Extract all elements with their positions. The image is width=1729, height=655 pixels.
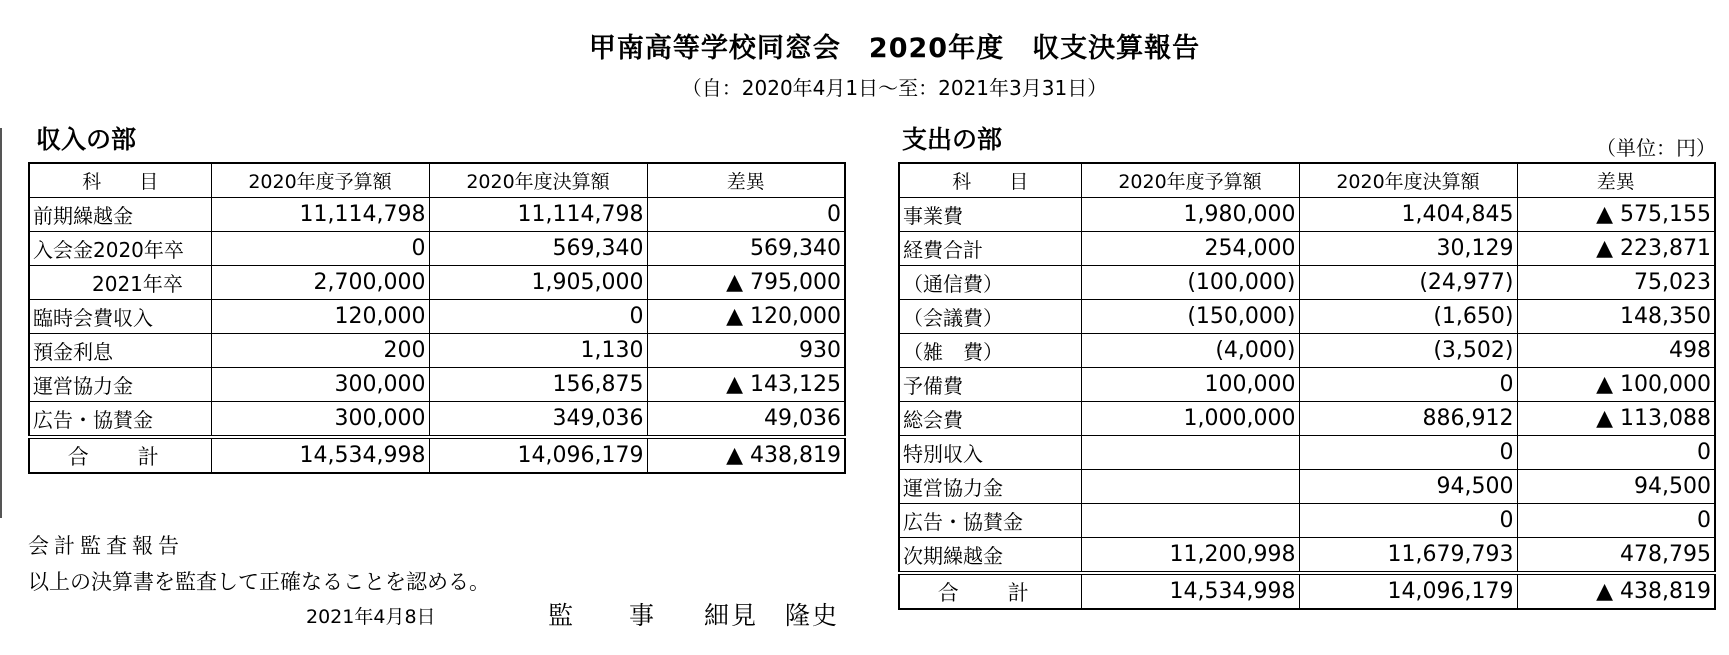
income-actual: 11,114,798 bbox=[429, 198, 647, 232]
auditor-role: 監 事 bbox=[548, 601, 657, 630]
expense-row bbox=[899, 334, 1715, 368]
income-diff: ▲ 120,000 bbox=[647, 300, 845, 334]
income-actual: 156,875 bbox=[429, 368, 647, 402]
audit-title: 会計監査報告 bbox=[28, 534, 184, 558]
income-total-row bbox=[29, 437, 845, 473]
expense-label: 次期繰越金 bbox=[899, 538, 1081, 574]
income-row bbox=[29, 232, 845, 266]
expense-row bbox=[899, 538, 1715, 574]
expense-label: 予備費 bbox=[899, 368, 1081, 402]
left-margin-line bbox=[0, 128, 2, 518]
income-header-budget: 2020年度予算額 bbox=[211, 163, 429, 198]
expense-actual: 0 bbox=[1299, 504, 1517, 538]
expense-label: 特別収入 bbox=[899, 436, 1081, 470]
income-actual: 0 bbox=[429, 300, 647, 334]
expense-budget bbox=[1081, 504, 1299, 538]
expense-row bbox=[899, 436, 1715, 470]
expense-actual: 94,500 bbox=[1299, 470, 1517, 504]
income-total-diff: ▲ 438,819 bbox=[647, 437, 845, 473]
income-diff: 930 bbox=[647, 334, 845, 368]
expense-heading: 支出の部 bbox=[902, 125, 1003, 154]
income-heading: 収入の部 bbox=[36, 125, 137, 154]
income-label: 入会金2020年卒 bbox=[29, 232, 211, 266]
income-diff: 0 bbox=[647, 198, 845, 232]
expense-header-budget: 2020年度予算額 bbox=[1081, 163, 1299, 198]
income-table bbox=[28, 162, 846, 474]
expense-label: 経費合計 bbox=[899, 232, 1081, 266]
income-actual: 569,340 bbox=[429, 232, 647, 266]
income-row bbox=[29, 198, 845, 232]
income-diff: ▲ 795,000 bbox=[647, 266, 845, 300]
income-budget: 11,114,798 bbox=[211, 198, 429, 232]
expense-row bbox=[899, 368, 1715, 402]
expense-total-row bbox=[899, 573, 1715, 609]
expense-total-actual: 14,096,179 bbox=[1299, 573, 1517, 609]
income-budget: 2,700,000 bbox=[211, 266, 429, 300]
expense-row bbox=[899, 300, 1715, 334]
expense-table bbox=[898, 162, 1716, 610]
income-budget: 200 bbox=[211, 334, 429, 368]
income-budget: 300,000 bbox=[211, 368, 429, 402]
expense-budget: (100,000) bbox=[1081, 266, 1299, 300]
income-actual: 349,036 bbox=[429, 402, 647, 438]
expense-actual: 11,679,793 bbox=[1299, 538, 1517, 574]
income-total-budget: 14,534,998 bbox=[211, 437, 429, 473]
expense-actual: 0 bbox=[1299, 368, 1517, 402]
expense-budget bbox=[1081, 470, 1299, 504]
income-budget: 0 bbox=[211, 232, 429, 266]
income-diff: ▲ 143,125 bbox=[647, 368, 845, 402]
expense-row bbox=[899, 198, 1715, 232]
expense-diff: ▲ 113,088 bbox=[1517, 402, 1715, 436]
report-title: 甲南高等学校同窓会 2020年度 収支決算報告 bbox=[588, 33, 1201, 64]
report-period: （自：2020年4月1日～至：2021年3月31日） bbox=[681, 76, 1108, 100]
income-row bbox=[29, 334, 845, 368]
expense-actual: (3,502) bbox=[1299, 334, 1517, 368]
income-label: 運営協力金 bbox=[29, 368, 211, 402]
expense-diff: ▲ 575,155 bbox=[1517, 198, 1715, 232]
income-diff: 49,036 bbox=[647, 402, 845, 438]
expense-budget: 1,000,000 bbox=[1081, 402, 1299, 436]
expense-label: （会議費） bbox=[899, 300, 1081, 334]
income-label: 前期繰越金 bbox=[29, 198, 211, 232]
income-row bbox=[29, 402, 845, 438]
income-header-row bbox=[29, 163, 845, 198]
expense-actual: 30,129 bbox=[1299, 232, 1517, 266]
income-label: 2021年卒 bbox=[29, 266, 211, 300]
auditor-name: 細見 隆史 bbox=[704, 601, 840, 630]
expense-header-diff: 差異 bbox=[1517, 163, 1715, 198]
expense-label: 運営協力金 bbox=[899, 470, 1081, 504]
expense-label: 広告・協賛金 bbox=[899, 504, 1081, 538]
income-header-actual: 2020年度決算額 bbox=[429, 163, 647, 198]
expense-header-actual: 2020年度決算額 bbox=[1299, 163, 1517, 198]
income-total-label: 合 計 bbox=[29, 437, 211, 473]
expense-diff: 0 bbox=[1517, 504, 1715, 538]
expense-budget: 254,000 bbox=[1081, 232, 1299, 266]
income-row bbox=[29, 368, 845, 402]
expense-budget: 1,980,000 bbox=[1081, 198, 1299, 232]
expense-actual: (24,977) bbox=[1299, 266, 1517, 300]
income-row bbox=[29, 266, 845, 300]
expense-header-row bbox=[899, 163, 1715, 198]
income-label: 預金利息 bbox=[29, 334, 211, 368]
expense-total-diff: ▲ 438,819 bbox=[1517, 573, 1715, 609]
expense-budget: 100,000 bbox=[1081, 368, 1299, 402]
income-actual: 1,130 bbox=[429, 334, 647, 368]
audit-statement: 以上の決算書を監査して正確なることを認める。 bbox=[28, 570, 490, 594]
expense-actual: 886,912 bbox=[1299, 402, 1517, 436]
expense-budget: (4,000) bbox=[1081, 334, 1299, 368]
expense-diff: 478,795 bbox=[1517, 538, 1715, 574]
income-budget: 300,000 bbox=[211, 402, 429, 438]
expense-diff: 75,023 bbox=[1517, 266, 1715, 300]
income-row bbox=[29, 300, 845, 334]
income-label: 広告・協賛金 bbox=[29, 402, 211, 438]
expense-diff: 498 bbox=[1517, 334, 1715, 368]
income-header-diff: 差異 bbox=[647, 163, 845, 198]
expense-budget: (150,000) bbox=[1081, 300, 1299, 334]
income-total-actual: 14,096,179 bbox=[429, 437, 647, 473]
expense-row bbox=[899, 266, 1715, 300]
expense-header-item: 科 目 bbox=[899, 163, 1081, 198]
expense-actual: 1,404,845 bbox=[1299, 198, 1517, 232]
expense-total-budget: 14,534,998 bbox=[1081, 573, 1299, 609]
expense-row bbox=[899, 232, 1715, 266]
expense-total-label: 合 計 bbox=[899, 573, 1081, 609]
expense-label: 事業費 bbox=[899, 198, 1081, 232]
income-budget: 120,000 bbox=[211, 300, 429, 334]
expense-diff: 94,500 bbox=[1517, 470, 1715, 504]
expense-diff: ▲ 223,871 bbox=[1517, 232, 1715, 266]
income-actual: 1,905,000 bbox=[429, 266, 647, 300]
expense-label: （雑 費） bbox=[899, 334, 1081, 368]
expense-budget bbox=[1081, 436, 1299, 470]
unit-label: （単位：円） bbox=[1596, 136, 1716, 160]
expense-actual: 0 bbox=[1299, 436, 1517, 470]
expense-row bbox=[899, 470, 1715, 504]
audit-date: 2021年4月8日 bbox=[306, 606, 436, 628]
expense-row bbox=[899, 402, 1715, 436]
income-header-item: 科 目 bbox=[29, 163, 211, 198]
expense-budget: 11,200,998 bbox=[1081, 538, 1299, 574]
income-diff: 569,340 bbox=[647, 232, 845, 266]
expense-actual: (1,650) bbox=[1299, 300, 1517, 334]
expense-label: 総会費 bbox=[899, 402, 1081, 436]
income-label: 臨時会費収入 bbox=[29, 300, 211, 334]
expense-diff: ▲ 100,000 bbox=[1517, 368, 1715, 402]
expense-row bbox=[899, 504, 1715, 538]
expense-label: （通信費） bbox=[899, 266, 1081, 300]
expense-diff: 148,350 bbox=[1517, 300, 1715, 334]
expense-diff: 0 bbox=[1517, 436, 1715, 470]
